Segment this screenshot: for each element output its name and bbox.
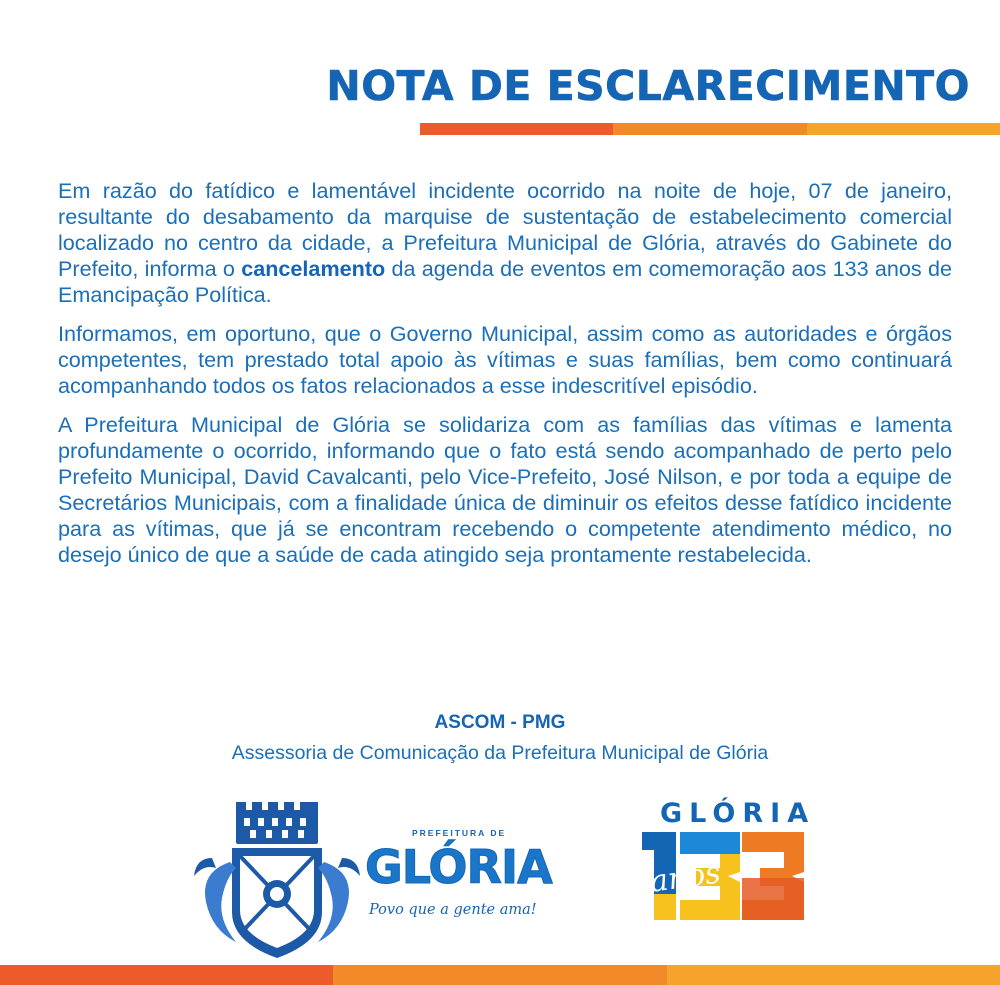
footer-bar-segment xyxy=(333,965,666,985)
paragraph-1: Em razão do fatídico e lamentável incidente ocorrido na noite de hoje, 07 de janeiro, resultante do desabamento da marquise de sustentação de estabelecimento comercial localizado no centro da cidade, a Prefeitura Municipal de Glória, através do Gabinete do Prefeito, informa o cancelamento da agenda de eventos em comemoração aos 133 anos de Emancipação Política. xyxy=(58,178,952,307)
logo-prefeitura-slogan: Povo que a gente ama! xyxy=(369,902,537,918)
page-title: NOTA DE ESCLARECIMENTO xyxy=(326,62,970,110)
title-bar-segment xyxy=(807,123,1000,135)
coat-of-arms-logo xyxy=(192,802,362,962)
title-bar-segment xyxy=(613,123,806,135)
logo-133-anos: anos xyxy=(647,855,723,900)
footer-bar xyxy=(0,965,1000,985)
title-underline xyxy=(420,123,1000,135)
logo-133-label: GLÓRIA xyxy=(660,798,816,829)
logo-prefeitura-label: PREFEITURA DE xyxy=(412,828,507,838)
logo-prefeitura-name: GLÓRIA xyxy=(365,840,552,894)
footer-bar-segment xyxy=(667,965,1000,985)
highlight-cancelamento: cancelamento xyxy=(241,256,386,281)
signature-dept: Assessoria de Comunicação da Prefeitura Municipal de Glória xyxy=(231,742,769,764)
footer-bar-segment xyxy=(0,965,333,985)
title-bar-segment xyxy=(420,123,613,135)
paragraph-2: Informamos, em oportuno, que o Governo Municipal, assim como as autoridades e órgãos competentes, tem prestado total apoio às vítimas e suas famílias, bem como continuará acompanhando todos os fatos relacionados a esse indescritível episódio. xyxy=(58,321,952,398)
note-body xyxy=(58,178,952,581)
signature xyxy=(0,712,1000,765)
paragraph-3: A Prefeitura Municipal de Glória se solidariza com as famílias das vítimas e lamenta profundamente o ocorrido, informando que o fato está sendo acompanhado de perto pelo Prefeito Municipal, David Cavalcanti, pelo Vice-Prefeito, José Nilson, e por toda a equipe de Secretários Municipais, com a finalidade única de diminuir os efeitos desse fatídico incidente para as vítimas, que já se encontram recebendo o competente atendimento médico, no desejo único de que a saúde de cada atingido seja prontamente restabelecida. xyxy=(58,412,952,567)
signature-org: ASCOM - PMG xyxy=(434,712,566,733)
